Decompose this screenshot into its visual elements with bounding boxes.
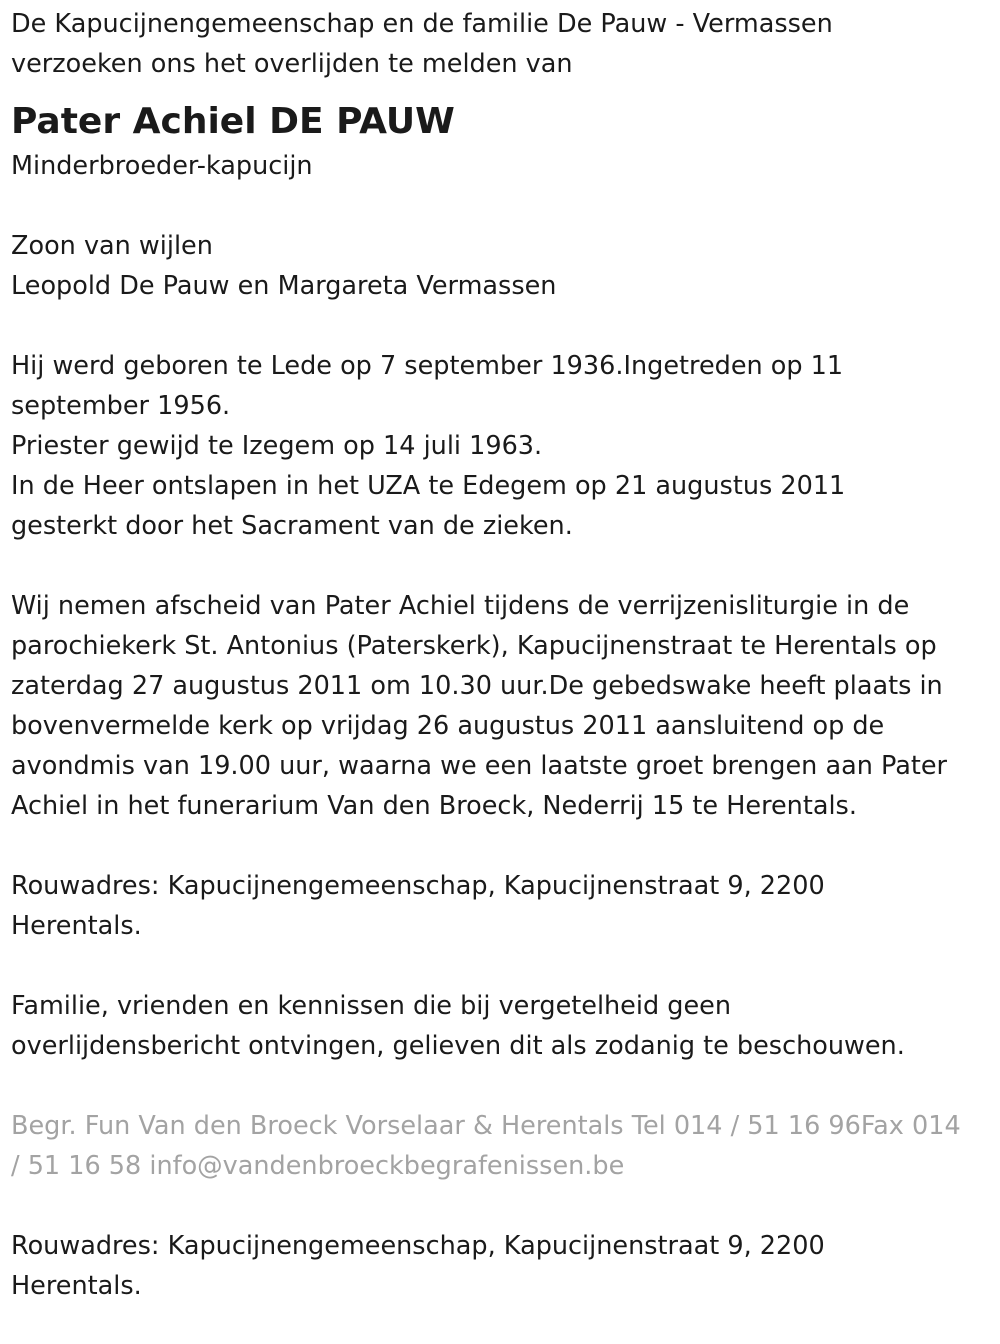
life-line-1: Hij werd geboren te Lede op 7 september 1936.Ingetreden op 11 (11, 351, 844, 381)
life-line-4: In de Heer ontslapen in het UZA te Edegem op 21 augustus 2011 (11, 471, 846, 501)
mourning-address-block-2 (11, 1226, 990, 1306)
life-block (11, 346, 990, 546)
farewell-line-4: bovenvermelde kerk op vrijdag 26 augustus 2011 aansluitend op de (11, 711, 885, 741)
notice-line-2: overlijdensbericht ontvingen, gelieven dit als zodanig te beschouwen. (11, 1031, 905, 1061)
mourning-address-line-1: Rouwadres: Kapucijnengemeenschap, Kapucijnenstraat 9, 2200 (11, 871, 825, 901)
funeral-home-line-2: / 51 16 58 info@vandenbroeckbegrafenissen.be (11, 1151, 625, 1181)
life-line-2: september 1956. (11, 391, 231, 421)
intro-block (11, 4, 990, 84)
farewell-line-5: avondmis van 19.00 uur, waarna we een laatste groet brengen aan Pater (11, 751, 947, 781)
life-line-5: gesterkt door het Sacrament van de zieken. (11, 511, 573, 541)
life-line-3: Priester gewijd te Izegem op 14 juli 1963. (11, 431, 543, 461)
funeral-home-block (11, 1106, 990, 1186)
intro-line-1: De Kapucijnengemeenschap en de familie De Pauw - Vermassen (11, 9, 833, 39)
farewell-line-2: parochiekerk St. Antonius (Paterskerk), Kapucijnenstraat te Herentals op (11, 631, 937, 661)
farewell-block (11, 586, 990, 826)
farewell-line-1: Wij nemen afscheid van Pater Achiel tijdens de verrijzenisliturgie in de (11, 591, 910, 621)
deceased-name: Pater Achiel DE PAUW (11, 101, 455, 142)
funeral-home-line-1: Begr. Fun Van den Broeck Vorselaar & Herentals Tel 014 / 51 16 96Fax 014 (11, 1111, 961, 1141)
farewell-line-3: zaterdag 27 augustus 2011 om 10.30 uur.De gebedswake heeft plaats in (11, 671, 943, 701)
mourning-address-line-2: Herentals. (11, 911, 142, 941)
deceased-title: Minderbroeder-kapucijn (11, 151, 313, 181)
mourning-address-block (11, 866, 990, 946)
deceased-block (11, 84, 990, 186)
notice-block (11, 986, 990, 1066)
notice-line-1: Familie, vrienden en kennissen die bij vergetelheid geen (11, 991, 731, 1021)
parents-line-1: Zoon van wijlen (11, 231, 213, 261)
parents-block (11, 226, 990, 306)
mourning-address-2-line-1: Rouwadres: Kapucijnengemeenschap, Kapucijnenstraat 9, 2200 (11, 1231, 825, 1261)
mourning-address-2-line-2: Herentals. (11, 1271, 142, 1301)
farewell-line-6: Achiel in het funerarium Van den Broeck, Nederrij 15 te Herentals. (11, 791, 857, 821)
parents-line-2: Leopold De Pauw en Margareta Vermassen (11, 271, 557, 301)
intro-line-2: verzoeken ons het overlijden te melden van (11, 49, 573, 79)
